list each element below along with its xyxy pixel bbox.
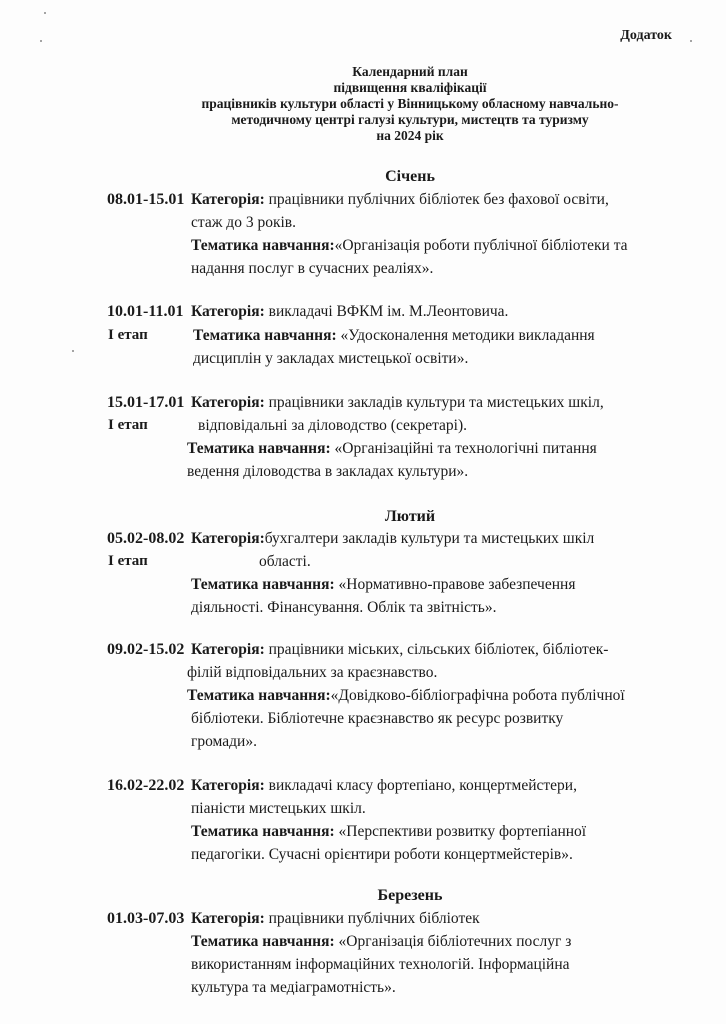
topic-text: «Організація бібліотечних послуг з (338, 933, 572, 950)
plan-subtitle: методичному центрі галузі культури, мистецтв та туризму (231, 112, 589, 127)
category-text: працівники публічних бібліотек без фахової освіти, (268, 191, 609, 208)
entry-stage: І етап (108, 327, 148, 343)
entry-date: 05.02-08.02 (107, 530, 185, 547)
plan-subtitle: підвищення кваліфікації (333, 80, 487, 95)
topic-text: «Нормативно-правове забезпечення (338, 576, 576, 593)
entry-category (191, 191, 609, 209)
category-label: Категорія: (191, 394, 265, 411)
category-label: Категорія: (191, 910, 265, 927)
entry-topic-cont: надання послуг в сучасних реаліях». (191, 260, 434, 277)
scan-speck (40, 40, 42, 42)
entry-topic-cont: дисциплін у закладах мистецької освіти». (193, 350, 469, 367)
entry-topic-cont: бібліотеки. Бібліотечне краєзнавство як ресурс розвитку (191, 710, 564, 727)
topic-label: Тематика навчання: (193, 327, 337, 344)
entry-topic (191, 933, 571, 951)
topic-text: «Удосконалення методики викладання (340, 327, 595, 344)
category-label: Категорія: (191, 777, 265, 794)
entry-category (191, 530, 594, 548)
plan-title: Календарний план (352, 64, 468, 79)
scan-speck (72, 350, 74, 352)
scan-speck (690, 40, 692, 42)
entry-date: 01.03-07.03 (107, 910, 185, 927)
entry-topic (191, 237, 628, 255)
entry-category (191, 641, 608, 659)
category-text: працівники міських, сільських бібліотек, бібліотек- (268, 641, 609, 658)
entry-topic (187, 687, 625, 705)
category-text: бухгалтери закладів культури та мистецьких шкіл (264, 530, 595, 547)
topic-label: Тематика навчання: (191, 576, 335, 593)
category-text: працівники публічних бібліотек (268, 910, 480, 927)
month-heading-january: Січень (385, 168, 435, 185)
entry-category-cont: стаж до 3 років. (191, 214, 296, 231)
category-label: Категорія: (191, 303, 265, 320)
category-text: викладачі класу фортепіано, концертмейстери, (268, 777, 577, 794)
entry-date: 09.02-15.02 (107, 641, 185, 658)
entry-topic-cont: діяльності. Фінансування. Облік та звітність». (191, 599, 497, 616)
entry-date: 08.01-15.01 (107, 191, 185, 208)
entry-category (191, 394, 604, 412)
appendix-label: Додаток (620, 28, 672, 43)
entry-topic-cont: ведення діловодства в закладах культури». (187, 463, 469, 480)
category-text: працівники закладів культури та мистецьких шкіл, (268, 394, 604, 411)
entry-category (191, 910, 480, 928)
entry-category-cont: філій відповідальних за краєзнавство. (187, 664, 438, 681)
entry-topic-cont: педагогіки. Сучасні орієнтири роботи концертмейстерів». (191, 846, 573, 863)
entry-date: 16.02-22.02 (107, 777, 185, 794)
entry-topic (193, 327, 595, 345)
entry-stage: І етап (108, 417, 148, 433)
scan-speck (44, 12, 46, 14)
month-heading-march: Березень (377, 887, 443, 904)
topic-text: «Довідково-бібліографічна робота публічної (330, 687, 625, 704)
topic-label: Тематика навчання: (191, 823, 335, 840)
entry-topic (191, 576, 575, 594)
entry-topic-cont: використанням інформаційних технологій. Інформаційна (191, 956, 570, 973)
entry-topic-cont: культура та медіаграмотність». (191, 979, 396, 996)
entry-date: 15.01-17.01 (107, 394, 185, 411)
topic-label: Тематика навчання: (191, 237, 335, 254)
topic-text: «Перспективи розвитку фортепіанної (338, 823, 587, 840)
category-label: Категорія: (191, 641, 265, 658)
topic-text: «Організація роботи публічної бібліотеки та (334, 237, 628, 254)
entry-topic (187, 440, 597, 458)
plan-year: на 2024 рік (376, 128, 444, 143)
entry-category (191, 303, 508, 321)
topic-text: «Організаційні та технологічні питання (334, 440, 597, 457)
plan-subtitle: працівників культури області у Вінницькому обласному навчально- (201, 96, 619, 111)
entry-date: 10.01-11.01 (107, 303, 184, 320)
category-label: Категорія: (191, 191, 265, 208)
topic-label: Тематика навчання: (191, 933, 335, 950)
entry-category-cont: піаністи мистецьких шкіл. (191, 800, 366, 817)
entry-category-cont: області. (259, 553, 311, 570)
month-heading-february: Лютий (384, 508, 436, 525)
entry-stage: І етап (108, 553, 148, 569)
topic-label: Тематика навчання: (187, 687, 331, 704)
category-label: Категорія: (191, 530, 265, 547)
category-text: викладачі ВФКМ ім. М.Леонтовича. (268, 303, 509, 320)
entry-category-cont: відповідальні за діловодство (секретарі). (198, 417, 468, 434)
entry-topic (191, 823, 586, 841)
entry-category (191, 777, 577, 795)
entry-topic-cont: громади». (191, 733, 257, 750)
topic-label: Тематика навчання: (187, 440, 331, 457)
